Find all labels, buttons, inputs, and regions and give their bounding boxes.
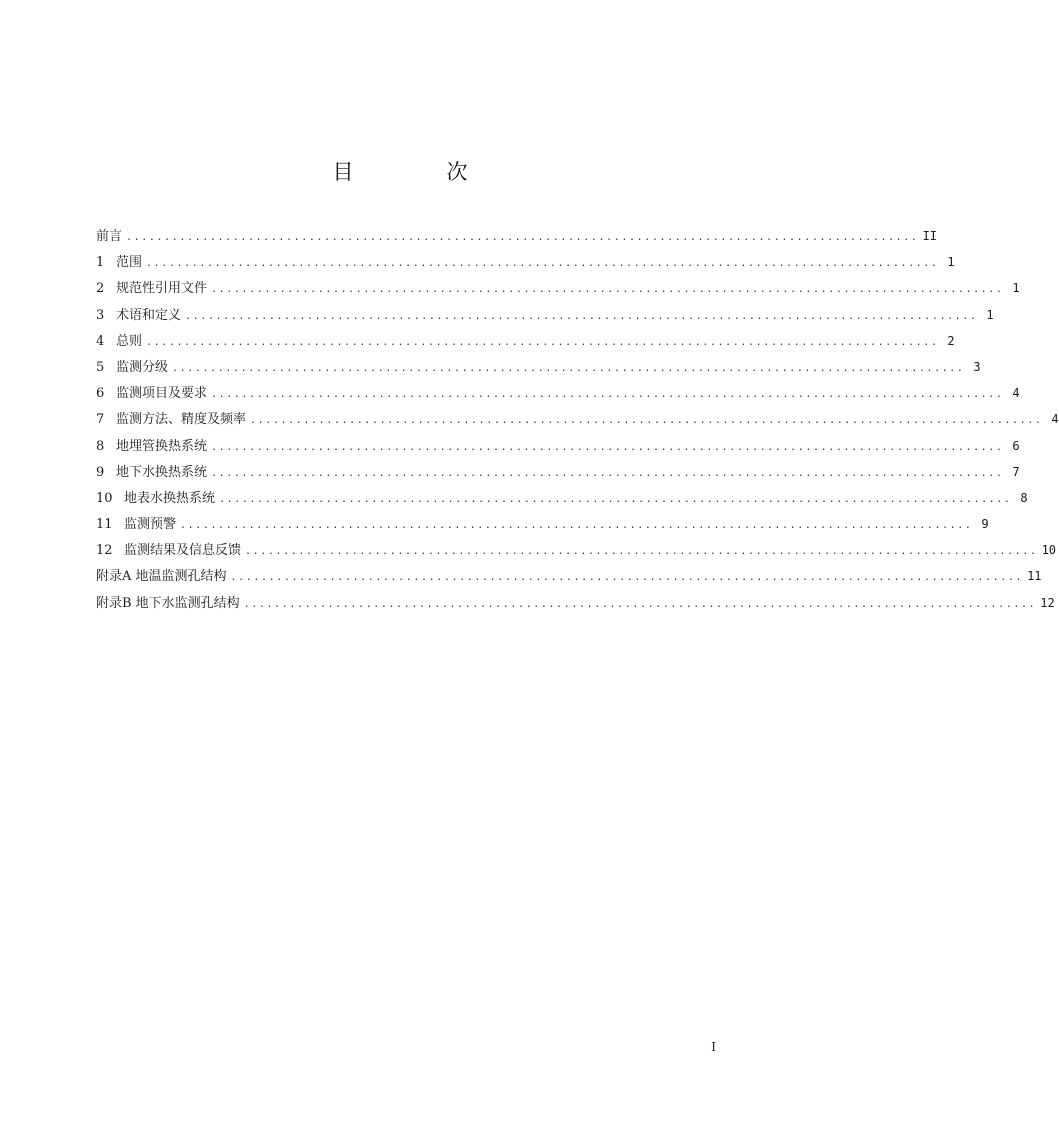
toc-entry-page: 1 (1012, 281, 1020, 296)
toc-entry-11[interactable] (96, 513, 989, 539)
toc-entry-label: 规范性引用文件 (116, 281, 208, 297)
toc-entry-label: 前言 (96, 229, 123, 244)
toc-entry-1[interactable] (96, 251, 955, 277)
toc-entry-label: 总则 (116, 333, 143, 349)
toc-entry-label: 附录B 地下水监测孔结构 (96, 595, 240, 611)
toc-entry-page: 1 (986, 307, 994, 322)
toc-entry-appendix-b[interactable] (96, 592, 1055, 618)
toc-entry-page: 12 (1040, 595, 1055, 610)
toc-entry-page: 4 (1051, 412, 1059, 427)
toc-entry-number: 7 (96, 412, 105, 428)
toc-entry-label: 范围 (116, 255, 143, 271)
dot-leader: ........................................................................................................ (211, 467, 1004, 479)
toc-entry-12[interactable] (96, 539, 1057, 565)
toc-entry-label: 监测分级 (116, 359, 169, 375)
toc-entry-label: 监测方法、精度及频率 (116, 412, 247, 428)
toc-entry-page: 2 (947, 333, 955, 348)
toc-entry-10[interactable] (96, 487, 1028, 513)
page-title: 目 次 (332, 160, 504, 184)
toc-entry-label: 地表水换热系统 (124, 490, 216, 506)
toc-entry-9[interactable] (96, 461, 1020, 487)
dot-leader: ........................................................................................................ (211, 389, 1004, 401)
toc-entry-number: 2 (96, 281, 105, 297)
toc-entry-number: 5 (96, 359, 105, 375)
toc-entry-number: 12 (96, 543, 113, 559)
dot-leader: ........................................................................................................ (243, 598, 1037, 610)
toc-entry-number: 4 (96, 333, 105, 349)
toc-entry-page: 7 (1012, 464, 1020, 479)
toc-entry-number: 9 (96, 464, 105, 480)
toc-entry-page: 11 (1027, 569, 1042, 584)
toc-entry-page: 1 (947, 255, 955, 270)
toc-entry-label: 附录A 地温监测孔结构 (96, 569, 227, 585)
toc-entry-page: 3 (973, 359, 981, 374)
dot-leader: ........................................................................................................ (219, 493, 1012, 505)
table-of-contents (96, 225, 1059, 618)
dot-leader: ........................................................................................................ (250, 415, 1043, 427)
dot-leader: ........................................................................................................ (245, 546, 1038, 558)
toc-entry-label: 地埋管换热系统 (116, 438, 208, 454)
toc-entry-number: 1 (96, 255, 105, 271)
toc-entry-page: II (922, 229, 938, 243)
dot-leader: ........................................................................................................ (172, 362, 965, 374)
toc-entry-label: 监测预警 (124, 517, 177, 533)
toc-entry-number: 6 (96, 386, 105, 402)
dot-leader: ........................................................................................................ (180, 520, 973, 532)
toc-entry-label: 监测结果及信息反馈 (124, 543, 242, 559)
toc-entry-4[interactable] (96, 330, 955, 356)
toc-entry-page: 8 (1020, 490, 1028, 505)
toc-entry-7[interactable] (96, 408, 1059, 434)
dot-leader: ........................................................................................................ (146, 258, 939, 270)
toc-entry-5[interactable] (96, 356, 981, 382)
dot-leader: ........................................................................................................ (146, 336, 939, 348)
dot-leader: ........................................................................................................ (126, 232, 919, 243)
toc-entry-3[interactable] (96, 304, 994, 330)
toc-entry-page: 6 (1012, 438, 1020, 453)
toc-entry-number: 8 (96, 438, 105, 454)
dot-leader: ........................................................................................................ (211, 441, 1004, 453)
dot-leader: ........................................................................................................ (230, 572, 1024, 584)
toc-entry-number: 11 (96, 517, 113, 533)
toc-entry-number: 3 (96, 307, 105, 323)
toc-entry-page: 4 (1012, 386, 1020, 401)
dot-leader: ........................................................................................................ (211, 284, 1004, 296)
toc-entry-appendix-a[interactable] (96, 565, 1042, 591)
toc-entry-8[interactable] (96, 435, 1020, 461)
toc-entry-label: 术语和定义 (116, 307, 182, 323)
toc-entry-label: 地下水换热系统 (116, 464, 208, 480)
page-number: I (711, 1040, 716, 1054)
dot-leader: ........................................................................................................ (185, 310, 978, 322)
toc-entry-2[interactable] (96, 277, 1020, 303)
toc-entry-page: 9 (981, 517, 989, 532)
toc-entry-label: 监测项目及要求 (116, 386, 208, 402)
toc-entry-page: 10 (1041, 543, 1057, 558)
toc-entry-number: 10 (96, 490, 113, 506)
toc-entry-6[interactable] (96, 382, 1020, 408)
toc-entry-foreword[interactable] (96, 225, 938, 251)
